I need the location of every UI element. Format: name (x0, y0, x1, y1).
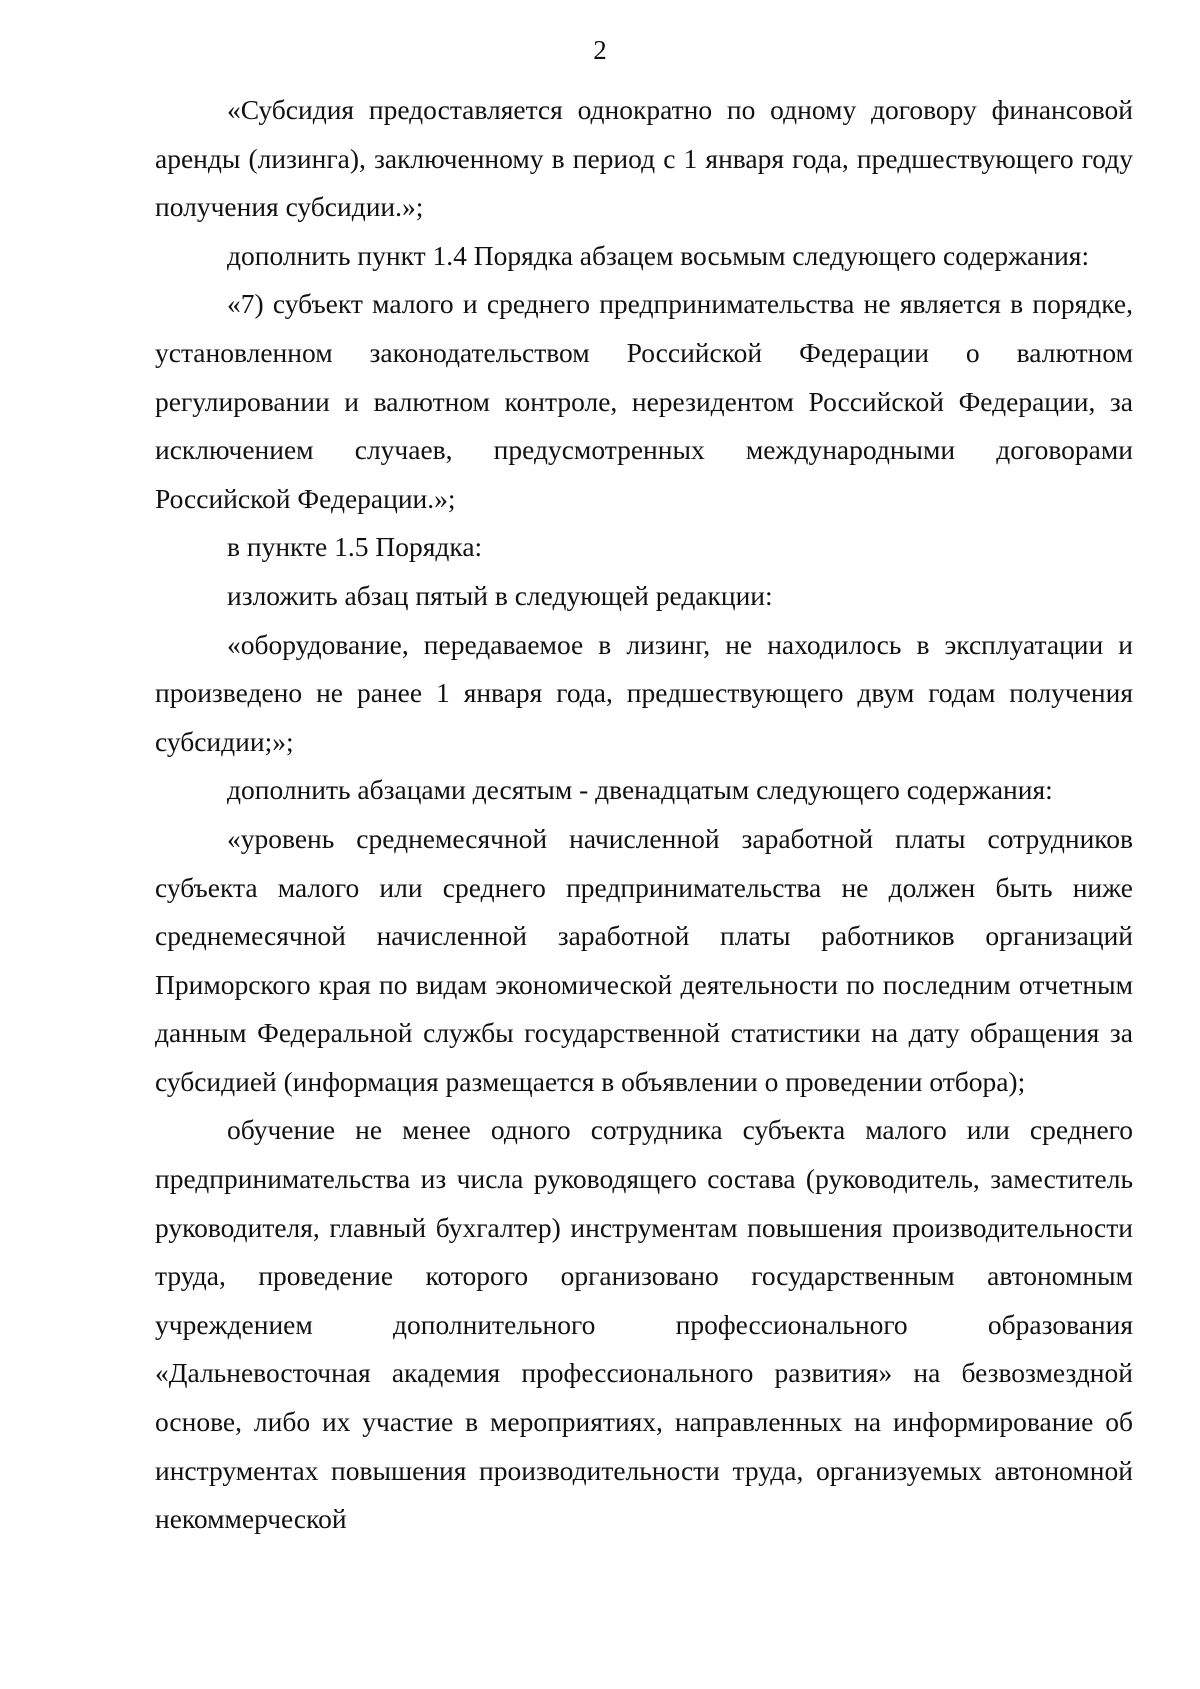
document-body (155, 86, 1133, 1544)
paragraph-training: обучение не менее одного сотрудника субъекта малого или среднего предпринимательства из числа руководящего состава (руководитель, заместитель руководителя, главный бухгалтер) инструментам повышения производительности труда, проведение которого организовано государственным автономным учреждением дополнительного профессионального образования «Дальневосточная академия профессионального развития» на безвозмездной основе, либо их участие в мероприятиях, направленных на информирование об инструментах повышения производительности труда, организуемых автономной некоммерческой (155, 1114, 1133, 1535)
paragraph-salary-level: «уровень среднемесячной начисленной заработной платы сотрудников субъекта малого или среднего предпринимательства не должен быть ниже среднемесячной начисленной заработной платы работников организаций Приморского края по видам экономической деятельности по последним отчетным данным Федеральной службы государственной статистики на дату обращения за субсидией (информация размещается в объявлении о проведении отбора); (155, 822, 1133, 1097)
paragraph-point-1-5: в пункте 1.5 Порядка: (227, 531, 483, 563)
paragraph-equipment-lease: «оборудование, передаваемое в лизинг, не находилось в эксплуатации и произведено не ранее 1 января года, предшествующего двум годам получения субсидии;»; (155, 628, 1133, 757)
paragraph-add-10-12: дополнить абзацами десятым - двенадцатым следующего содержания: (227, 774, 1053, 806)
paragraph-paragraph-five-edit: изложить абзац пятый в следующей редакции: (227, 579, 773, 611)
paragraph-item-7-nonresident: «7) субъект малого и среднего предпринимательства не является в порядке, установленном законодательством Российской Федерации о валютном регулировании и валютном контроле, нерезидентом Российской Федерации, за исключением случаев, предусмотренных международными договорами Российской Федерации.»; (155, 288, 1133, 514)
paragraph-subsidy-once: «Субсидия предоставляется однократно по одному договору финансовой аренды (лизинга), заключенному в период с 1 января года, предшествующего году получения субсидии.»; (155, 94, 1133, 223)
paragraph-amend-1-4: дополнить пункт 1.4 Порядка абзацем восьмым следующего содержания: (227, 239, 1090, 271)
page-number: 2 (593, 35, 607, 65)
